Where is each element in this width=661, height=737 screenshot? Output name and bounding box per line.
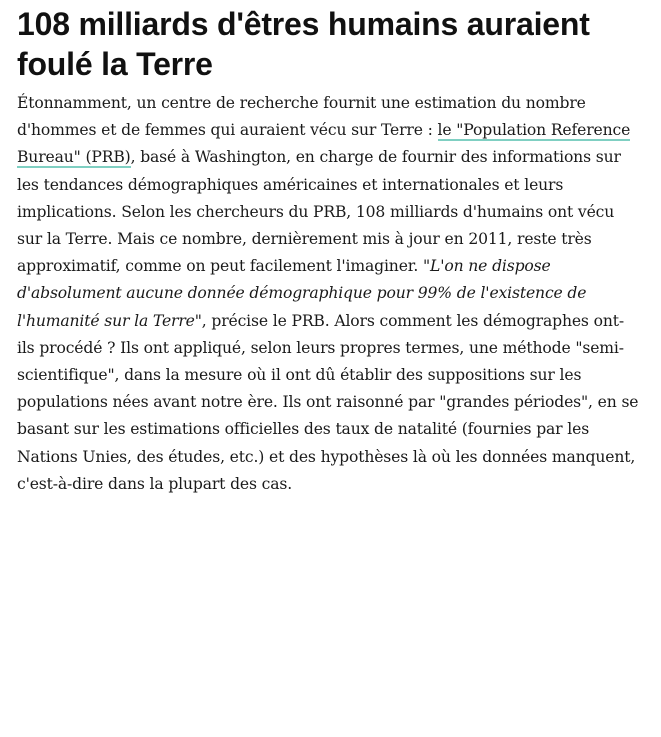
after-quote-text: , précise le PRB. Alors comment les démographes ont-ils procédé ? Ils ont appliqué, selon leurs propres termes, une méthode "semi-scientifique", dans la mesure où il ont dû établir des suppositions sur les populations nées avant notre ère. Ils ont raisonné par "grandes périodes", en se basant sur les estimations officielles des taux de natalité (fournies par les Nations Unies, des études, etc.) et des hypothèses là où les données manquent, c'est-à-dire dans la plupart des cas. [17, 311, 639, 493]
prb-quote: "L'on ne dispose d'absolument aucune donnée démographique pour 99% de l'existence de l'humanité sur la Terre" [17, 257, 587, 330]
prb-link[interactable]: le "Population Reference Bureau" (PRB) [17, 121, 631, 167]
article-paragraph [17, 90, 641, 498]
article [17, 0, 641, 498]
intro-text: Étonnamment, un centre de recherche fournit une estimation du nombre d'hommes et de femmes qui auraient vécu sur Terre : [17, 94, 586, 140]
article-title: 108 milliards d'êtres humains auraient foulé la Terre [17, 6, 590, 82]
intro-continuation: , basé à Washington, en charge de fournir des informations sur les tendances démographiques américaines et internationales et leurs implications. Selon les chercheurs du PRB, 108 milliards d'humains ont vécu sur la Terre. Mais ce nombre, dernièrement mis à jour en 2011, reste très approximatif, comme on peut facilement l'imaginer. [17, 148, 621, 276]
